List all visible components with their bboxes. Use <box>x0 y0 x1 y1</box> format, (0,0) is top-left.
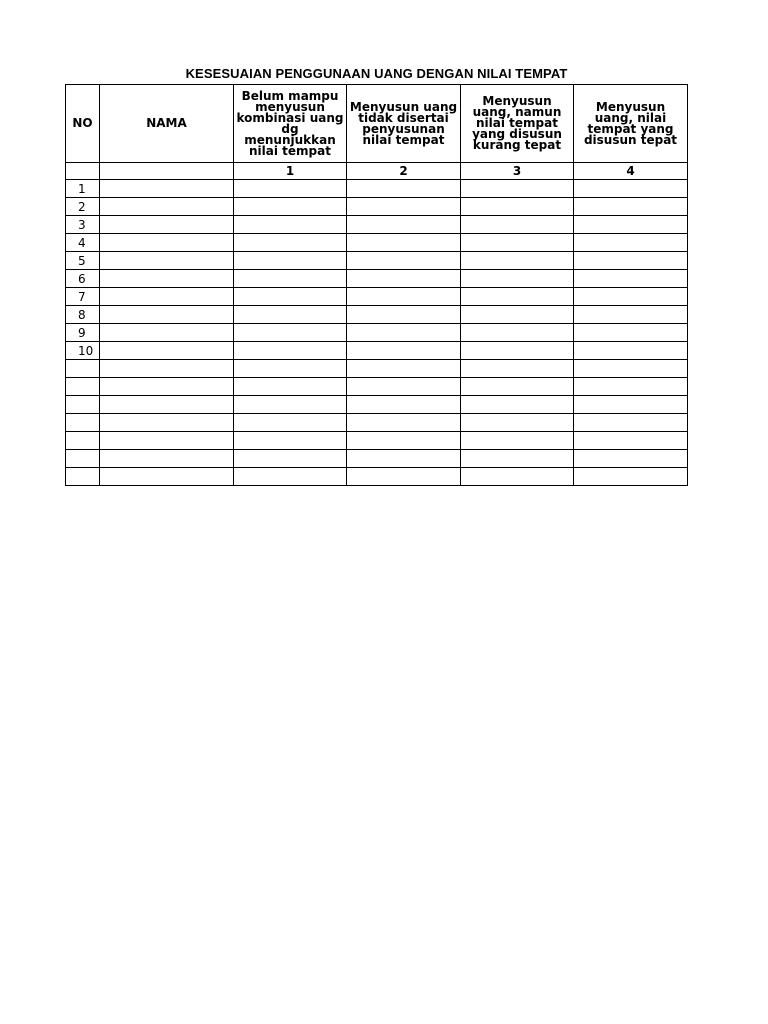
score-cell-3[interactable] <box>461 180 574 198</box>
header-nama: NAMA <box>100 85 234 163</box>
row-number-cell: 4 <box>66 234 100 252</box>
row-number-cell: 9 <box>66 324 100 342</box>
row-number-cell: 2 <box>66 198 100 216</box>
score-cell-4[interactable] <box>574 216 688 234</box>
name-cell[interactable] <box>100 396 234 414</box>
table-row <box>66 306 688 324</box>
name-cell[interactable] <box>100 252 234 270</box>
score-number: 1 <box>234 163 347 180</box>
score-cell-2[interactable] <box>347 324 461 342</box>
header-criteria-2-label: Menyusun uang tidak disertai penyusunan nilai tempat <box>349 99 458 147</box>
score-cell-4[interactable] <box>574 342 688 360</box>
score-cell-3[interactable] <box>461 288 574 306</box>
name-cell[interactable] <box>100 432 234 450</box>
score-cell-3[interactable] <box>461 432 574 450</box>
score-cell-4[interactable] <box>574 468 688 486</box>
score-cell-2[interactable] <box>347 432 461 450</box>
score-cell-3[interactable] <box>461 450 574 468</box>
score-cell-4[interactable] <box>574 288 688 306</box>
table-row <box>66 288 688 306</box>
table-row <box>66 468 688 486</box>
score-cell-1[interactable] <box>234 288 347 306</box>
header-criteria-1 <box>234 85 347 163</box>
score-cell-1[interactable] <box>234 252 347 270</box>
table-row <box>66 450 688 468</box>
score-cell-3[interactable] <box>461 324 574 342</box>
score-cell-1[interactable] <box>234 432 347 450</box>
score-cell-1[interactable] <box>234 450 347 468</box>
score-cell-empty <box>100 163 234 180</box>
header-criteria-3-label: Menyusun uang, namun nilai tempat yang disusun kurang tepat <box>472 94 562 152</box>
score-cell-3[interactable] <box>461 396 574 414</box>
row-number-cell: 7 <box>66 288 100 306</box>
score-cell-3[interactable] <box>461 252 574 270</box>
name-cell[interactable] <box>100 450 234 468</box>
score-cell-4[interactable] <box>574 360 688 378</box>
score-cell-2[interactable] <box>347 180 461 198</box>
score-cell-2[interactable] <box>347 252 461 270</box>
score-cell-4[interactable] <box>574 432 688 450</box>
score-cell-3[interactable] <box>461 198 574 216</box>
score-cell-1[interactable] <box>234 306 347 324</box>
name-cell[interactable] <box>100 378 234 396</box>
score-cell-2[interactable] <box>347 378 461 396</box>
row-number-cell: 5 <box>66 252 100 270</box>
score-cell-3[interactable] <box>461 360 574 378</box>
name-cell[interactable] <box>100 270 234 288</box>
row-number-cell <box>66 378 100 396</box>
score-cell-1[interactable] <box>234 216 347 234</box>
score-cell-1[interactable] <box>234 270 347 288</box>
header-criteria-1-label: Belum mampu menyusun kombinasi uang dg menunjukkan nilai tempat <box>236 88 344 158</box>
table-row <box>66 378 688 396</box>
name-cell[interactable] <box>100 234 234 252</box>
page-title: KESESUAIAN PENGGUNAAN UANG DENGAN NILAI TEMPAT <box>185 66 568 81</box>
name-cell[interactable] <box>100 180 234 198</box>
header-criteria-2 <box>347 85 461 163</box>
score-cell-2[interactable] <box>347 468 461 486</box>
assessment-table <box>65 84 688 486</box>
row-number-cell <box>66 432 100 450</box>
score-cell-1[interactable] <box>234 414 347 432</box>
score-cell-2[interactable] <box>347 396 461 414</box>
score-cell-3[interactable] <box>461 306 574 324</box>
score-cell-2[interactable] <box>347 450 461 468</box>
score-cell-1[interactable] <box>234 360 347 378</box>
table-row <box>66 180 688 198</box>
row-number-cell <box>66 396 100 414</box>
score-cell-4[interactable] <box>574 396 688 414</box>
score-cell-4[interactable] <box>574 378 688 396</box>
row-number-cell: 1 <box>66 180 100 198</box>
table-row <box>66 234 688 252</box>
score-cell-4[interactable] <box>574 450 688 468</box>
score-cell-1[interactable] <box>234 378 347 396</box>
row-number-cell <box>66 360 100 378</box>
name-cell[interactable] <box>100 216 234 234</box>
name-cell[interactable] <box>100 360 234 378</box>
table-row <box>66 198 688 216</box>
score-cell-4[interactable] <box>574 252 688 270</box>
header-criteria-3 <box>461 85 574 163</box>
header-row <box>66 85 688 163</box>
name-cell[interactable] <box>100 306 234 324</box>
score-cell-3[interactable] <box>461 414 574 432</box>
table-row <box>66 360 688 378</box>
row-number-cell: 10 <box>66 342 100 360</box>
score-cell-3[interactable] <box>461 468 574 486</box>
score-cell-2[interactable] <box>347 342 461 360</box>
score-number-row <box>66 163 688 180</box>
score-cell-3[interactable] <box>461 270 574 288</box>
score-cell-3[interactable] <box>461 234 574 252</box>
score-cell-1[interactable] <box>234 324 347 342</box>
score-number: 2 <box>347 163 461 180</box>
row-number-cell: 3 <box>66 216 100 234</box>
name-cell[interactable] <box>100 468 234 486</box>
name-cell[interactable] <box>100 288 234 306</box>
score-cell-2[interactable] <box>347 198 461 216</box>
name-cell[interactable] <box>100 198 234 216</box>
score-cell-1[interactable] <box>234 234 347 252</box>
score-cell-2[interactable] <box>347 414 461 432</box>
table-row <box>66 342 688 360</box>
header-criteria-4 <box>574 85 688 163</box>
row-number-cell <box>66 414 100 432</box>
score-cell-2[interactable] <box>347 216 461 234</box>
row-number-cell: 6 <box>66 270 100 288</box>
score-cell-1[interactable] <box>234 198 347 216</box>
score-cell-4[interactable] <box>574 180 688 198</box>
table-row <box>66 252 688 270</box>
score-cell-2[interactable] <box>347 306 461 324</box>
row-number-cell <box>66 468 100 486</box>
score-cell-3[interactable] <box>461 216 574 234</box>
score-cell-2[interactable] <box>347 234 461 252</box>
score-cell-4[interactable] <box>574 270 688 288</box>
name-cell[interactable] <box>100 342 234 360</box>
score-cell-2[interactable] <box>347 288 461 306</box>
score-cell-1[interactable] <box>234 468 347 486</box>
header-no: NO <box>66 85 100 163</box>
score-number: 3 <box>461 163 574 180</box>
table-row <box>66 414 688 432</box>
row-number-cell <box>66 450 100 468</box>
score-cell-1[interactable] <box>234 342 347 360</box>
score-cell-2[interactable] <box>347 360 461 378</box>
score-cell-2[interactable] <box>347 270 461 288</box>
score-cell-4[interactable] <box>574 198 688 216</box>
score-cell-1[interactable] <box>234 180 347 198</box>
table-row <box>66 216 688 234</box>
score-cell-1[interactable] <box>234 396 347 414</box>
score-cell-4[interactable] <box>574 324 688 342</box>
table-row <box>66 396 688 414</box>
score-cell-4[interactable] <box>574 414 688 432</box>
name-cell[interactable] <box>100 414 234 432</box>
score-number: 4 <box>574 163 688 180</box>
table-row <box>66 432 688 450</box>
header-criteria-4-label: Menyusun uang, nilai tempat yang disusun tepat <box>583 99 678 147</box>
table-row <box>66 324 688 342</box>
score-cell-3[interactable] <box>461 342 574 360</box>
score-cell-3[interactable] <box>461 378 574 396</box>
table-row <box>66 270 688 288</box>
row-number-cell: 8 <box>66 306 100 324</box>
name-cell[interactable] <box>100 324 234 342</box>
score-cell-empty <box>66 163 100 180</box>
score-cell-4[interactable] <box>574 234 688 252</box>
score-cell-4[interactable] <box>574 306 688 324</box>
